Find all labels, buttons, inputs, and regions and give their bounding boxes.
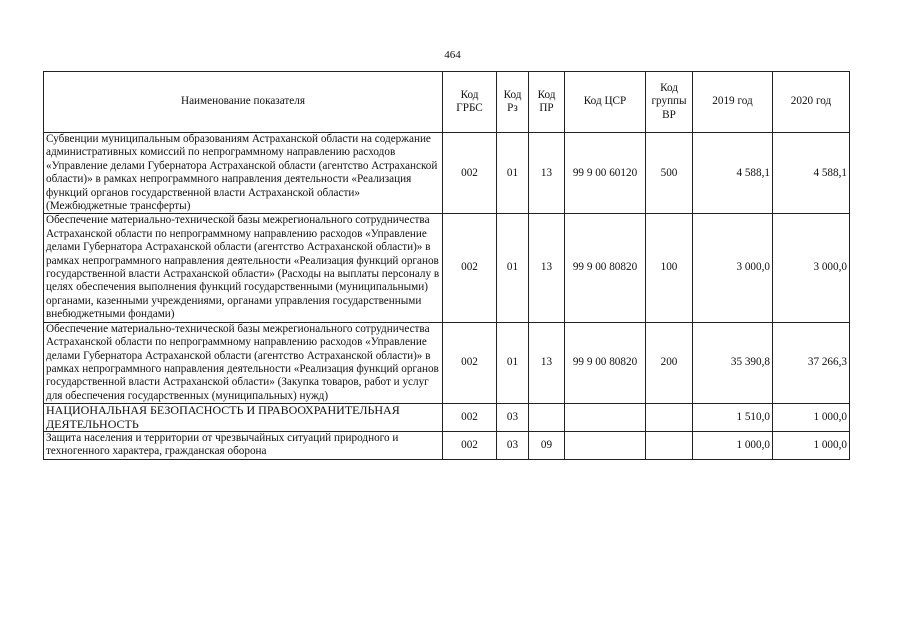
row-pr: 13 [529,214,565,322]
row-csr [565,404,646,432]
row-vr [646,404,693,432]
row-pr: 13 [529,322,565,403]
row-2020: 1 000,0 [773,431,850,459]
row-2019: 1 510,0 [693,404,773,432]
budget-table [43,71,850,460]
row-pr: 13 [529,133,565,214]
header-row [44,72,850,133]
row-rz: 03 [497,431,529,459]
row-name: НАЦИОНАЛЬНАЯ БЕЗОПАСНОСТЬ И ПРАВООХРАНИТЕЛЬНАЯ ДЕЯТЕЛЬНОСТЬ [44,404,443,432]
row-grbs: 002 [443,133,497,214]
header-rz-line1: Код [503,88,522,101]
row-2020: 3 000,0 [773,214,850,322]
header-2020: 2020 год [773,72,850,133]
row-2020: 4 588,1 [773,133,850,214]
row-csr [565,431,646,459]
row-2020: 37 266,3 [773,322,850,403]
header-rz [497,72,529,133]
row-vr: 200 [646,322,693,403]
row-vr: 500 [646,133,693,214]
header-pr-line1: Код [537,88,556,101]
row-csr: 99 9 00 80820 [565,214,646,322]
table-row [44,133,850,214]
row-2019: 4 588,1 [693,133,773,214]
table-row [44,431,850,459]
table-row [44,214,850,322]
page-number: 464 [444,49,461,61]
header-grbs-line2: ГРБС [456,102,483,114]
header-vr-line3: ВР [662,108,676,121]
header-name: Наименование показателя [44,72,443,133]
row-rz: 01 [497,133,529,214]
row-2019: 1 000,0 [693,431,773,459]
header-csr: Код ЦСР [565,72,646,133]
row-pr [529,404,565,432]
row-rz: 01 [497,214,529,322]
table-row-section [44,404,850,432]
header-vr [646,72,693,133]
row-name: Обеспечение материально-технической базы межрегионального сотрудничества Астраханской области по непрограммному направлению расходов «Управление делами Губернатора Астраханской области (агентство Астраханской области)» в рамках непрограммного направления деятельности «Реализация функций органов государственной власти Астраханской области» (Закупка товаров, работ и услуг для обеспечения государственных (муниципальных) нужд) [44,322,443,403]
row-grbs: 002 [443,214,497,322]
header-pr-line2: ПР [539,102,554,114]
header-vr-line1: Код [660,81,678,94]
row-name: Защита населения и территории от чрезвычайных ситуаций природного и техногенного характера, гражданская оборона [44,431,443,459]
row-rz: 03 [497,404,529,432]
row-pr: 09 [529,431,565,459]
header-pr [529,72,565,133]
row-2019: 35 390,8 [693,322,773,403]
header-vr-line2: группы [651,95,687,108]
table-row [44,322,850,403]
row-2020: 1 000,0 [773,404,850,432]
row-grbs: 002 [443,322,497,403]
row-vr: 100 [646,214,693,322]
row-csr: 99 9 00 60120 [565,133,646,214]
row-vr [646,431,693,459]
header-grbs [443,72,497,133]
row-2019: 3 000,0 [693,214,773,322]
header-rz-line2: Рз [507,102,518,114]
row-csr: 99 9 00 80820 [565,322,646,403]
header-2019: 2019 год [693,72,773,133]
header-grbs-line1: Код [460,88,479,101]
row-name: Обеспечение материально-технической базы межрегионального сотрудничества Астраханской области по непрограммному направлению расходов «Управление делами Губернатора Астраханской области (агентство Астраханской области)» в рамках непрограммного направления деятельности «Реализация функций органов государственной власти Астраханской области» (Расходы на выплаты персоналу в целях обеспечения выполнения функций государственными (муниципальными) органами, казенными учреждениями, органами управления государственными внебюджетными фондами) [44,214,443,322]
row-name: Субвенции муниципальным образованиям Астраханской области на содержание административных комиссий по непрограммному направлению расходов «Управление делами Губернатора Астраханской области (агентство Астраханской области)» в рамках непрограммного направления деятельности «Реализация функций органов государственной власти Астраханской области» (Межбюджетные трансферты) [44,133,443,214]
row-grbs: 002 [443,404,497,432]
row-rz: 01 [497,322,529,403]
row-grbs: 002 [443,431,497,459]
